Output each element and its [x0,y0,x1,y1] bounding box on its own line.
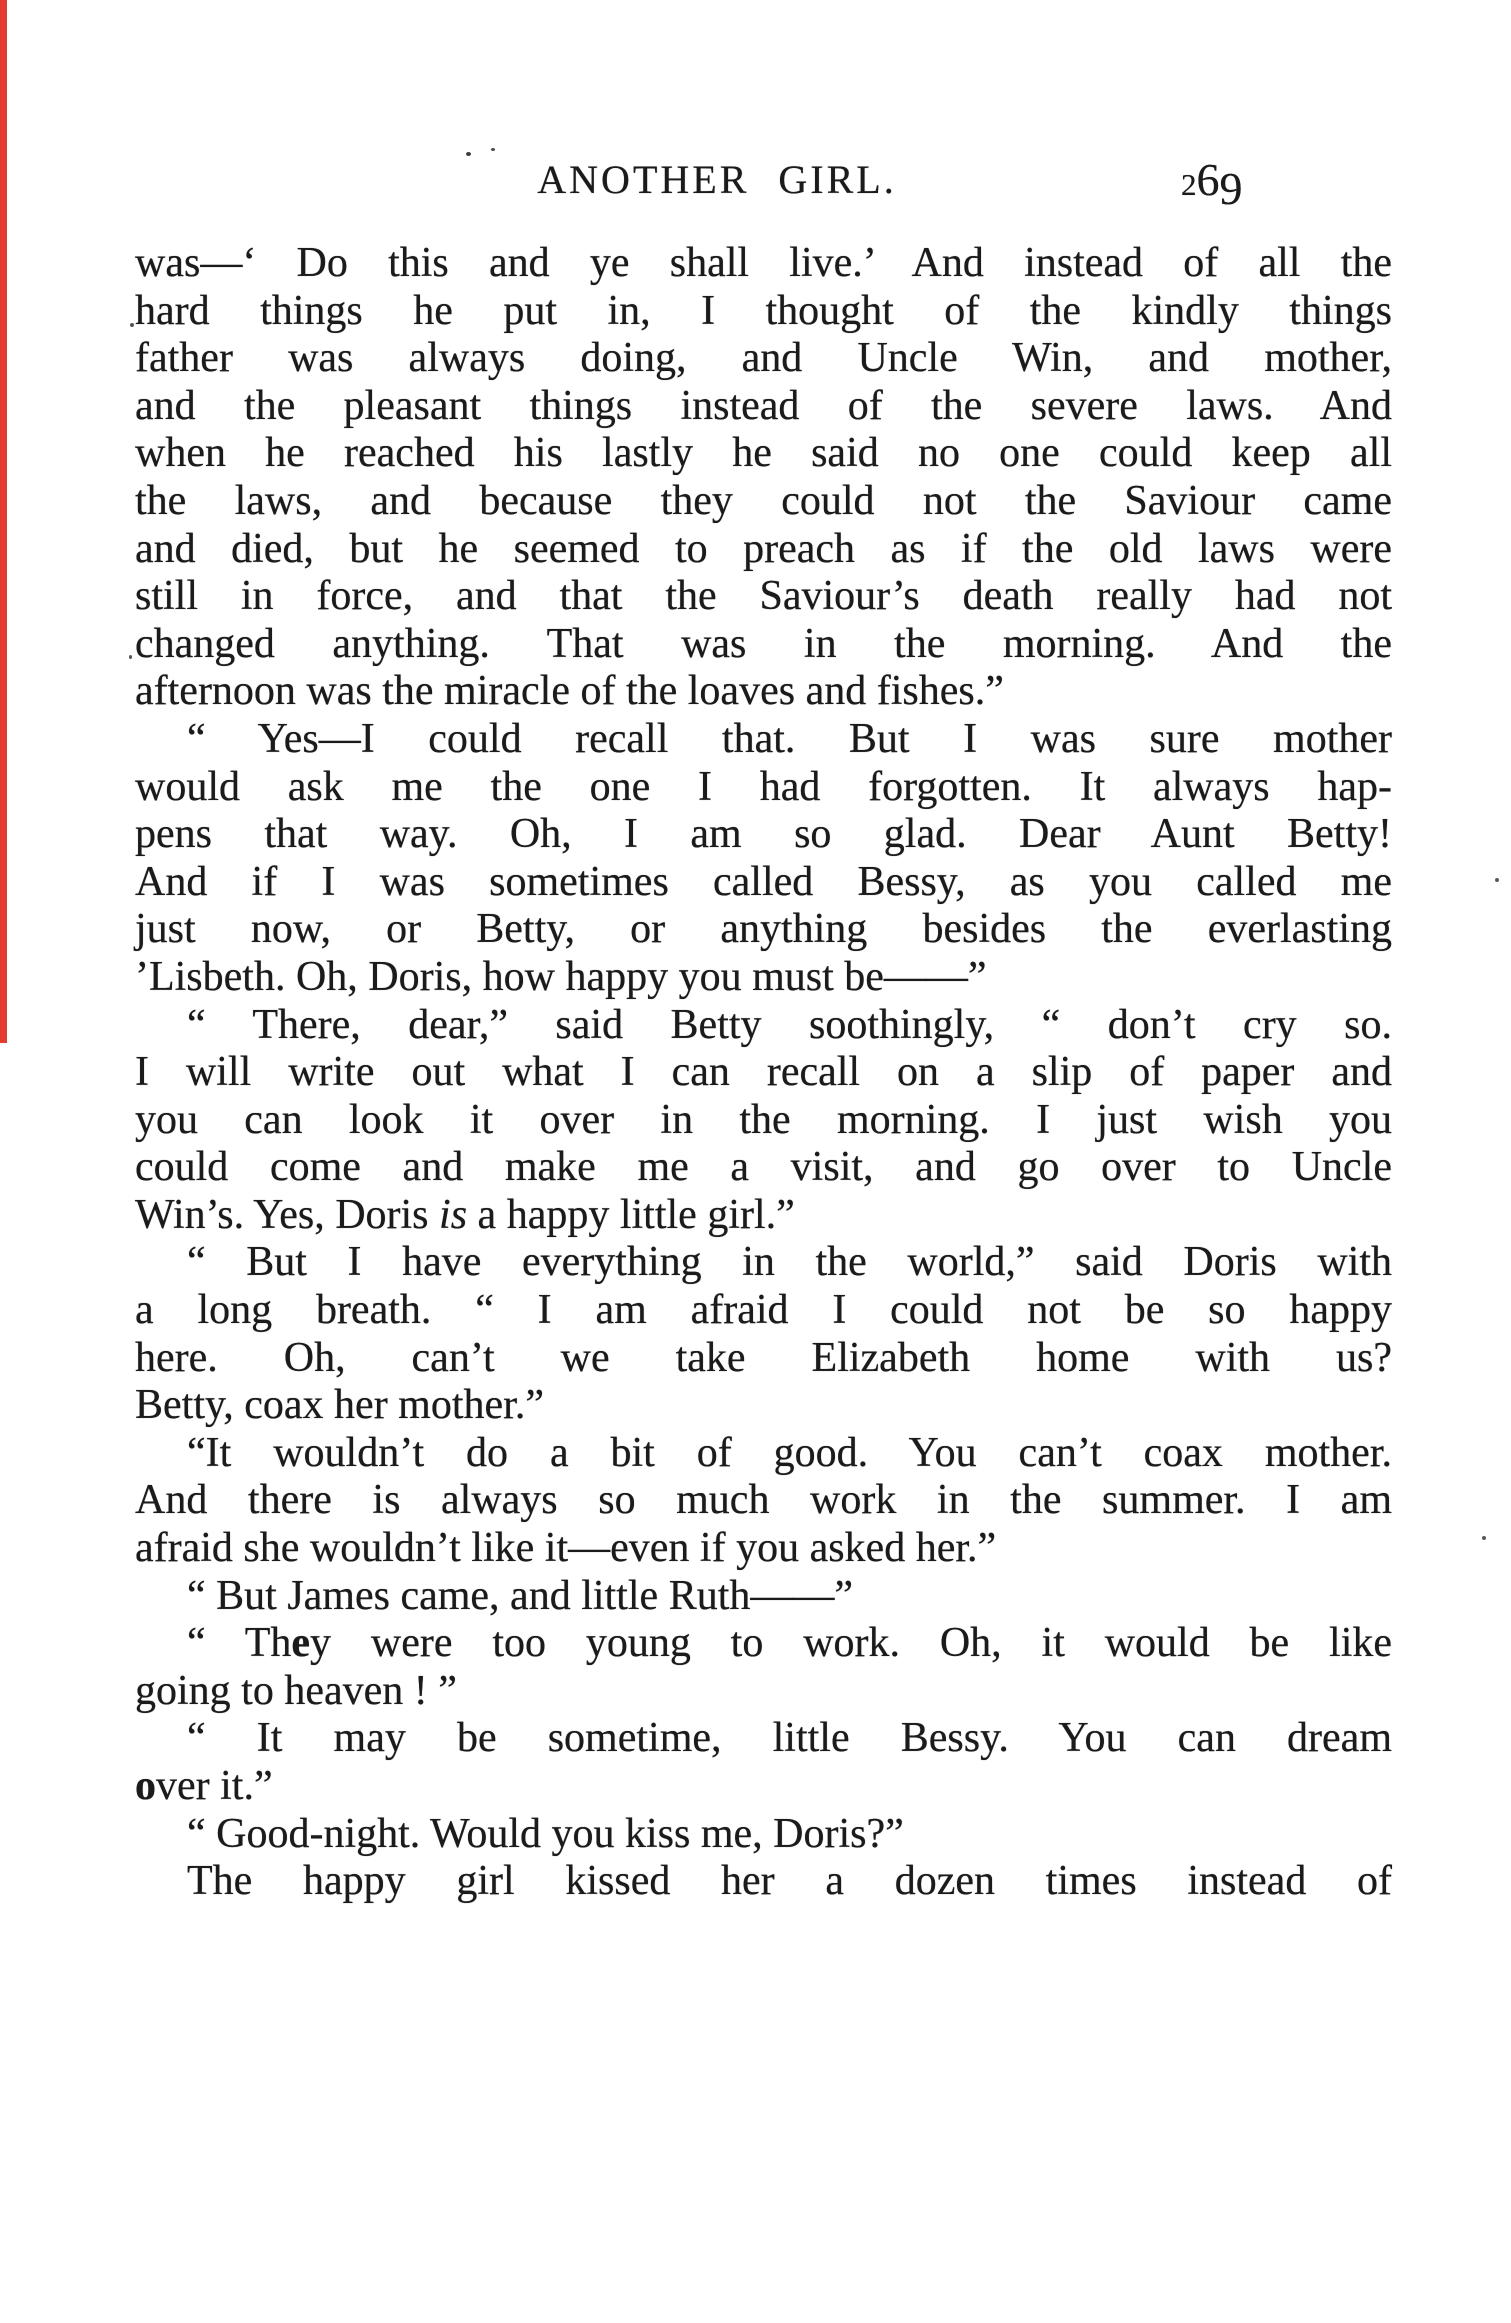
text-segment: afternoon was the miracle of the loaves and fishes.” [135,668,1004,715]
paragraph [135,1573,1392,1621]
text-segment: changed anything. That was in the morning. And the [135,620,1392,667]
paragraph [135,1002,1392,1240]
paragraph [135,1858,1392,1906]
text-segment: here. Oh, can’t we take Elizabeth home with us? [135,1334,1392,1381]
text-line [135,1144,1392,1192]
ink-speck [1482,1536,1486,1540]
text-line [135,1668,1392,1716]
text-segment: And if I was sometimes called Bessy, as you called me [135,858,1392,905]
text-segment: father was always doing, and Uncle Win, and mother, [135,335,1392,382]
text-line [135,288,1392,336]
text-line [135,1620,1392,1668]
paragraph [135,1239,1392,1429]
page-title: ANOTHER GIRL. [537,157,897,202]
ink-blot-letter: e [291,1620,311,1667]
text-segment: could come and make me a visit, and go over to Uncle [135,1144,1392,1191]
text-segment: Betty, coax her mother.” [135,1382,544,1429]
text-line [135,1192,1392,1240]
text-segment: “ Good-night. Would you kiss me, Doris?” [187,1810,904,1857]
text-segment: Win’s. Yes, Doris [135,1191,440,1238]
text-segment: was—‘ Do this and ye shall live.’ And instead of all the [135,240,1392,286]
text-segment: a long breath. “ I am afraid I could not be so happy [135,1287,1392,1334]
page-number-digit: 2 [1181,167,1197,202]
page-number-digit: 6 [1196,154,1220,205]
text-segment: pens that way. Oh, I am so glad. Dear Aunt Betty! [135,811,1392,858]
text-segment: “ But I have everything in the world,” said Doris with [187,1239,1392,1286]
text-line [135,383,1392,431]
text-segment: ver it.” [156,1763,273,1809]
text-segment: would ask me the one I had forgotten. It always hap- [135,763,1392,810]
paragraph [135,1620,1392,1715]
paragraph [135,240,1392,716]
text-line [135,906,1392,954]
text-line [135,1335,1392,1383]
paragraph [135,716,1392,1002]
text-line [135,240,1392,288]
text-segment: when he reached his lastly he said no one could keep all [135,430,1392,477]
ink-blot-letter: o [135,1763,156,1809]
text-line [135,1097,1392,1145]
text-line [135,764,1392,812]
ink-speck [129,655,132,659]
text-segment: I will write out what I can recall on a slip of paper and [135,1049,1392,1096]
text-line [135,1763,1392,1811]
text-segment: just now, or Betty, or anything besides the everlasting [135,906,1392,953]
text-segment: And there is always so much work in the summer. I am [135,1477,1392,1524]
italic-word: is [439,1191,468,1238]
text-segment: and died, but he seemed to preach as if the old laws were [135,525,1392,572]
text-line [135,621,1392,669]
text-line [135,1573,1392,1621]
text-segment: “ But James came, and little Ruth——” [187,1572,854,1619]
text-segment: “It wouldn’t do a bit of good. You can’t coax mother. [187,1429,1392,1476]
text-segment: “ Th [187,1620,292,1667]
text-segment: going to heaven ! ” [135,1667,457,1714]
text-line [135,668,1392,716]
ink-speck [1495,878,1499,882]
text-line [135,1239,1392,1287]
text-segment: afraid she wouldn’t like it—even if you asked her.” [135,1525,997,1572]
paragraph [135,1430,1392,1573]
text-line [135,1002,1392,1050]
text-line [135,1382,1392,1430]
paragraph [135,1715,1392,1810]
text-line [135,1715,1392,1763]
text-segment: “ It may be sometime, little Bessy. You can dream [187,1715,1392,1762]
text-segment: a happy little girl.” [467,1191,795,1238]
page-number [1181,150,1243,215]
text-line [135,573,1392,621]
text-line [135,1430,1392,1478]
text-line [135,1477,1392,1525]
text-segment: ’Lisbeth. Oh, Doris, how happy you must be——” [135,953,987,1000]
text-line [135,859,1392,907]
ink-speck [491,148,495,151]
text-line [135,954,1392,1002]
text-line [135,1049,1392,1097]
text-segment: the laws, and because they could not the Saviour came [135,477,1392,524]
text-segment: you can look it over in the morning. I just wish you [135,1096,1392,1143]
text-line [135,335,1392,383]
paragraph [135,1811,1392,1859]
ink-speck [130,323,134,327]
text-line [135,1287,1392,1335]
page-number-digit: 9 [1219,163,1243,214]
text-segment: The happy girl kissed her a dozen times instead of [187,1858,1392,1905]
text-line [135,1811,1392,1859]
body-text [135,240,1392,1906]
text-segment: still in force, and that the Saviour’s death really had not [135,573,1392,620]
text-line [135,811,1392,859]
text-segment: “ Yes—I could recall that. But I was sure mother [187,715,1392,762]
text-line [135,1858,1392,1906]
text-segment: hard things he put in, I thought of the kindly things [135,287,1392,334]
text-line [135,716,1392,764]
text-segment: y were too young to work. Oh, it would be like [310,1620,1393,1667]
text-segment: “ There, dear,” said Betty soothingly, “ don’t cry so. [187,1001,1392,1048]
text-line [135,478,1392,526]
ink-speck [466,152,471,156]
text-segment: and the pleasant things instead of the severe laws. And [135,382,1392,429]
text-line [135,430,1392,478]
text-line [135,1525,1392,1573]
text-line [135,526,1392,574]
